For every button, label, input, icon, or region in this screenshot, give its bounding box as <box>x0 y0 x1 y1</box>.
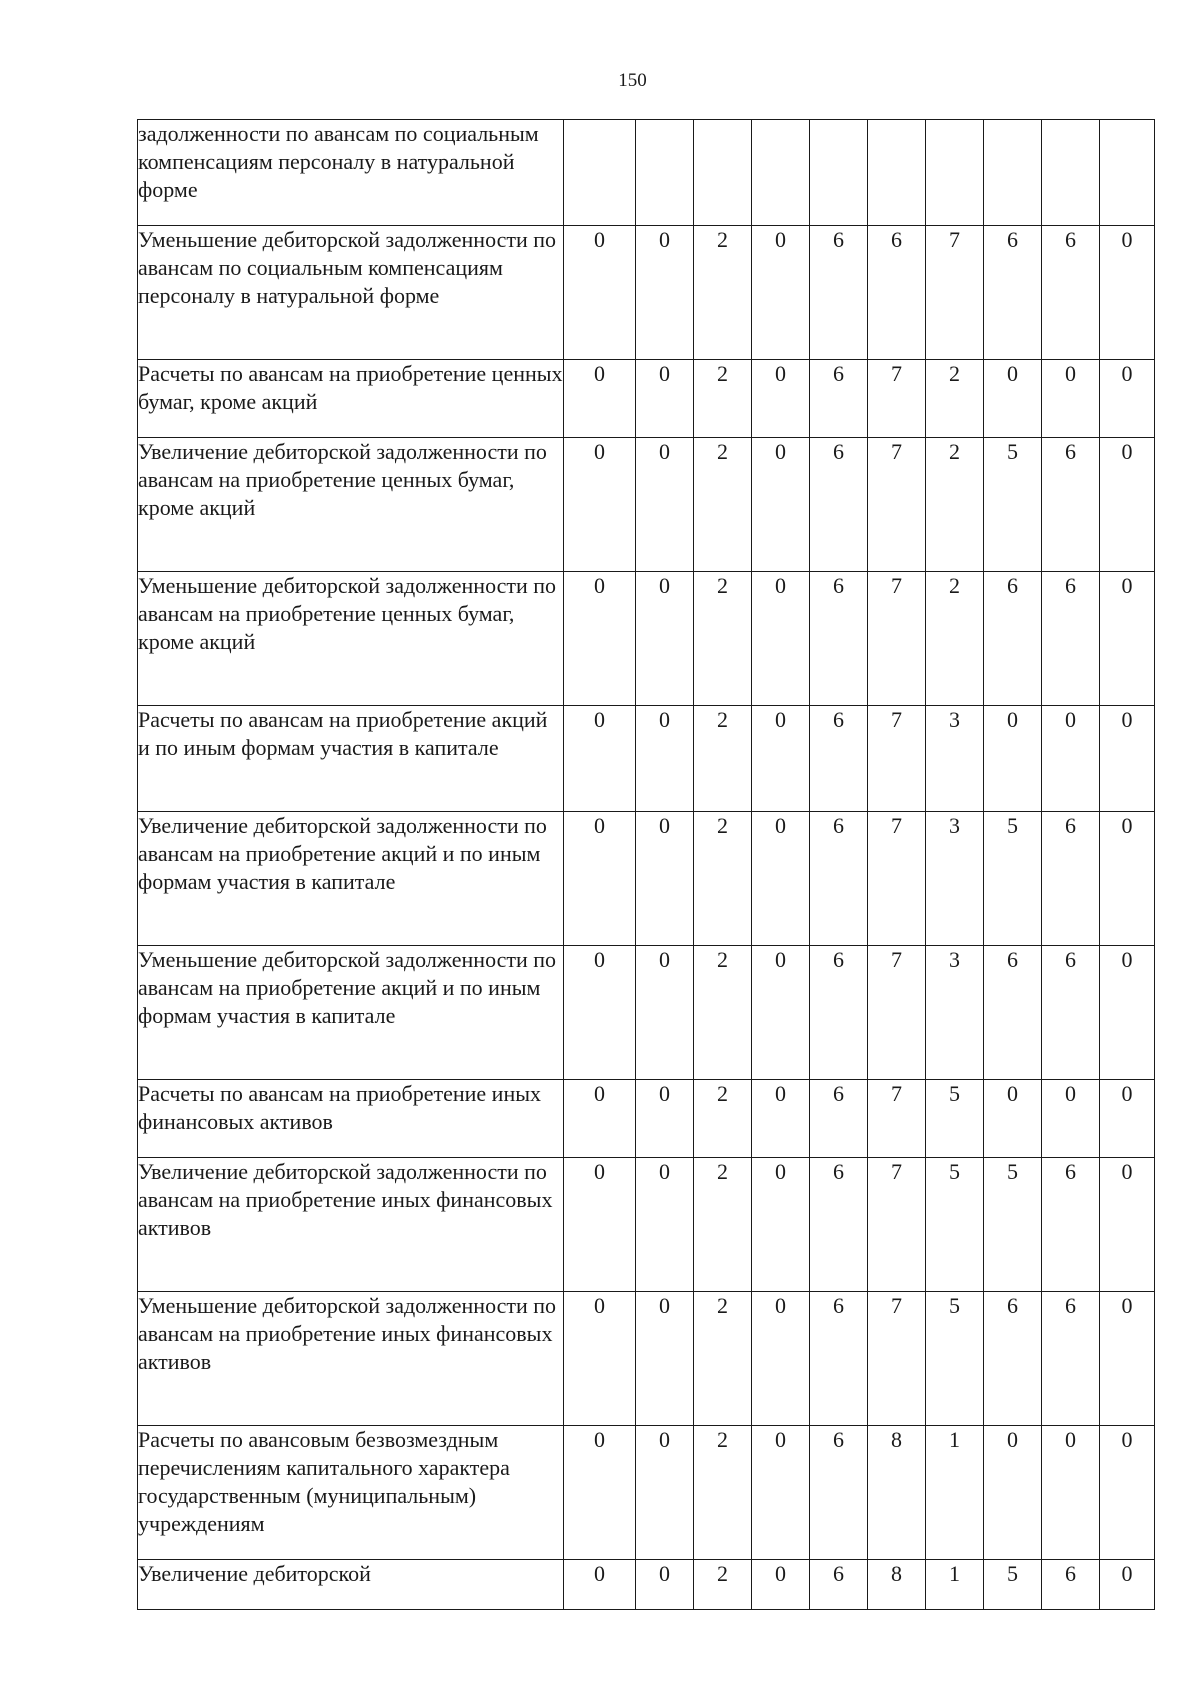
table-row <box>138 812 1155 946</box>
code-digit: 0 <box>752 572 810 706</box>
code-digit: 0 <box>1100 946 1155 1080</box>
code-digit: 3 <box>926 706 984 812</box>
code-digit: 0 <box>752 360 810 438</box>
table-row <box>138 1560 1155 1610</box>
code-digit: 0 <box>564 226 636 360</box>
code-digit: 0 <box>1100 360 1155 438</box>
code-digit: 2 <box>694 438 752 572</box>
code-digit: 0 <box>564 360 636 438</box>
code-digit: 0 <box>564 1426 636 1560</box>
code-digit <box>868 120 926 226</box>
code-digit: 1 <box>926 1426 984 1560</box>
code-digit: 2 <box>694 1292 752 1426</box>
code-digit: 6 <box>868 226 926 360</box>
code-digit: 1 <box>926 1560 984 1610</box>
code-digit: 0 <box>636 1080 694 1158</box>
code-digit: 6 <box>810 1560 868 1610</box>
code-digit: 7 <box>868 946 926 1080</box>
code-digit: 0 <box>1100 1426 1155 1560</box>
code-digit: 6 <box>810 946 868 1080</box>
code-digit: 2 <box>694 360 752 438</box>
code-digit: 6 <box>984 946 1042 1080</box>
code-digit: 0 <box>752 706 810 812</box>
table-row <box>138 1080 1155 1158</box>
code-digit: 6 <box>810 1292 868 1426</box>
row-label: Уменьшение дебиторской задолженности по авансам на приобретение ценных бумаг, кроме акций <box>138 572 564 706</box>
code-digit: 0 <box>752 1158 810 1292</box>
code-digit: 2 <box>694 1158 752 1292</box>
code-digit: 6 <box>810 1080 868 1158</box>
code-digit: 6 <box>984 1292 1042 1426</box>
code-digit: 6 <box>1042 1292 1100 1426</box>
code-digit: 5 <box>984 812 1042 946</box>
budget-code-table <box>137 119 1155 1610</box>
code-digit: 0 <box>1100 1158 1155 1292</box>
code-digit: 8 <box>868 1426 926 1560</box>
code-digit: 0 <box>1100 572 1155 706</box>
code-digit: 6 <box>810 1158 868 1292</box>
code-digit: 0 <box>752 438 810 572</box>
page-number: 150 <box>618 70 647 91</box>
code-digit: 0 <box>636 226 694 360</box>
code-digit: 6 <box>1042 812 1100 946</box>
code-digit: 0 <box>636 1292 694 1426</box>
code-digit: 0 <box>564 1292 636 1426</box>
code-digit: 0 <box>752 812 810 946</box>
code-digit: 6 <box>1042 572 1100 706</box>
code-digit: 7 <box>868 360 926 438</box>
code-digit: 2 <box>694 1560 752 1610</box>
code-digit <box>926 120 984 226</box>
code-digit: 2 <box>694 1426 752 1560</box>
row-label: Уменьшение дебиторской задолженности по авансам на приобретение акций и по иным формам участия в капитале <box>138 946 564 1080</box>
code-digit: 2 <box>694 812 752 946</box>
code-digit: 0 <box>1100 1560 1155 1610</box>
code-digit: 0 <box>564 1080 636 1158</box>
code-digit: 0 <box>564 1158 636 1292</box>
row-label: Уменьшение дебиторской задолженности по авансам по социальным компенсациям персоналу в натуральной форме <box>138 226 564 360</box>
code-digit: 0 <box>564 706 636 812</box>
row-label: Расчеты по авансам на приобретение ценных бумаг, кроме акций <box>138 360 564 438</box>
code-digit: 0 <box>636 572 694 706</box>
code-digit: 0 <box>752 1292 810 1426</box>
code-digit: 0 <box>1100 706 1155 812</box>
code-digit: 0 <box>984 1426 1042 1560</box>
code-digit: 0 <box>1042 1080 1100 1158</box>
code-digit: 3 <box>926 946 984 1080</box>
code-digit: 7 <box>868 1158 926 1292</box>
code-digit: 6 <box>984 572 1042 706</box>
code-digit: 0 <box>752 226 810 360</box>
row-label: Увеличение дебиторской задолженности по авансам на приобретение иных финансовых активов <box>138 1158 564 1292</box>
code-digit: 0 <box>1042 706 1100 812</box>
code-digit <box>1042 120 1100 226</box>
code-digit: 0 <box>564 812 636 946</box>
code-digit: 2 <box>694 226 752 360</box>
code-digit: 0 <box>1100 438 1155 572</box>
code-digit: 7 <box>868 1292 926 1426</box>
code-digit: 6 <box>1042 1158 1100 1292</box>
row-label: Расчеты по авансам на приобретение иных финансовых активов <box>138 1080 564 1158</box>
code-digit: 6 <box>1042 438 1100 572</box>
code-digit: 0 <box>752 1080 810 1158</box>
table-row <box>138 120 1155 226</box>
code-digit <box>636 120 694 226</box>
code-digit: 5 <box>984 1560 1042 1610</box>
code-digit: 0 <box>636 1158 694 1292</box>
table-row <box>138 946 1155 1080</box>
row-label: Расчеты по авансам на приобретение акций и по иным формам участия в капитале <box>138 706 564 812</box>
code-digit <box>984 120 1042 226</box>
code-digit: 0 <box>752 1560 810 1610</box>
code-digit: 0 <box>636 1560 694 1610</box>
code-digit: 5 <box>984 438 1042 572</box>
table-row <box>138 1292 1155 1426</box>
code-digit: 0 <box>564 1560 636 1610</box>
code-digit: 2 <box>694 1080 752 1158</box>
code-digit: 6 <box>1042 946 1100 1080</box>
code-digit: 0 <box>1042 360 1100 438</box>
code-digit: 0 <box>564 946 636 1080</box>
code-digit: 0 <box>636 1426 694 1560</box>
code-digit: 2 <box>926 572 984 706</box>
row-label: Расчеты по авансовым безвозмездным перечислениям капитального характера государственным (муниципальным) учреждениям <box>138 1426 564 1560</box>
code-digit <box>564 120 636 226</box>
code-digit: 6 <box>1042 1560 1100 1610</box>
code-digit: 0 <box>984 1080 1042 1158</box>
code-digit: 5 <box>926 1158 984 1292</box>
code-digit: 7 <box>926 226 984 360</box>
code-digit: 0 <box>636 438 694 572</box>
code-digit: 3 <box>926 812 984 946</box>
code-digit: 0 <box>636 946 694 1080</box>
table-row <box>138 1158 1155 1292</box>
row-label: Уменьшение дебиторской задолженности по авансам на приобретение иных финансовых активов <box>138 1292 564 1426</box>
code-digit: 2 <box>926 360 984 438</box>
table-row <box>138 438 1155 572</box>
code-digit: 6 <box>810 226 868 360</box>
code-digit <box>694 120 752 226</box>
code-digit: 6 <box>1042 226 1100 360</box>
code-digit: 2 <box>694 706 752 812</box>
code-digit: 7 <box>868 1080 926 1158</box>
code-digit: 0 <box>564 572 636 706</box>
code-digit: 7 <box>868 438 926 572</box>
row-label: Увеличение дебиторской задолженности по авансам на приобретение ценных бумаг, кроме акций <box>138 438 564 572</box>
code-digit: 2 <box>694 946 752 1080</box>
code-digit: 0 <box>636 706 694 812</box>
code-digit: 0 <box>1100 812 1155 946</box>
code-digit: 8 <box>868 1560 926 1610</box>
code-digit: 7 <box>868 572 926 706</box>
code-digit: 6 <box>810 812 868 946</box>
table-row <box>138 226 1155 360</box>
table-row <box>138 1426 1155 1560</box>
code-digit <box>810 120 868 226</box>
code-digit: 5 <box>984 1158 1042 1292</box>
code-digit: 0 <box>984 706 1042 812</box>
code-digit: 2 <box>926 438 984 572</box>
code-digit: 6 <box>810 438 868 572</box>
code-digit: 7 <box>868 812 926 946</box>
code-digit: 6 <box>810 572 868 706</box>
row-label: Увеличение дебиторской <box>138 1560 564 1610</box>
code-digit: 0 <box>752 1426 810 1560</box>
code-digit: 0 <box>1042 1426 1100 1560</box>
code-digit: 0 <box>752 946 810 1080</box>
code-digit: 5 <box>926 1292 984 1426</box>
code-digit: 7 <box>868 706 926 812</box>
code-digit: 6 <box>810 706 868 812</box>
table-row <box>138 706 1155 812</box>
code-digit: 0 <box>1100 1080 1155 1158</box>
row-label: задолженности по авансам по социальным компенсациям персоналу в натуральной форме <box>138 120 564 226</box>
code-digit: 0 <box>564 438 636 572</box>
code-digit: 6 <box>810 1426 868 1560</box>
code-digit: 0 <box>1100 226 1155 360</box>
code-digit: 6 <box>810 360 868 438</box>
table-row <box>138 572 1155 706</box>
code-digit: 0 <box>984 360 1042 438</box>
code-digit <box>752 120 810 226</box>
table-row <box>138 360 1155 438</box>
code-digit: 5 <box>926 1080 984 1158</box>
code-digit: 0 <box>1100 1292 1155 1426</box>
code-digit: 0 <box>636 812 694 946</box>
row-label: Увеличение дебиторской задолженности по авансам на приобретение акций и по иным формам участия в капитале <box>138 812 564 946</box>
code-digit: 2 <box>694 572 752 706</box>
code-digit <box>1100 120 1155 226</box>
code-digit: 0 <box>636 360 694 438</box>
code-digit: 6 <box>984 226 1042 360</box>
